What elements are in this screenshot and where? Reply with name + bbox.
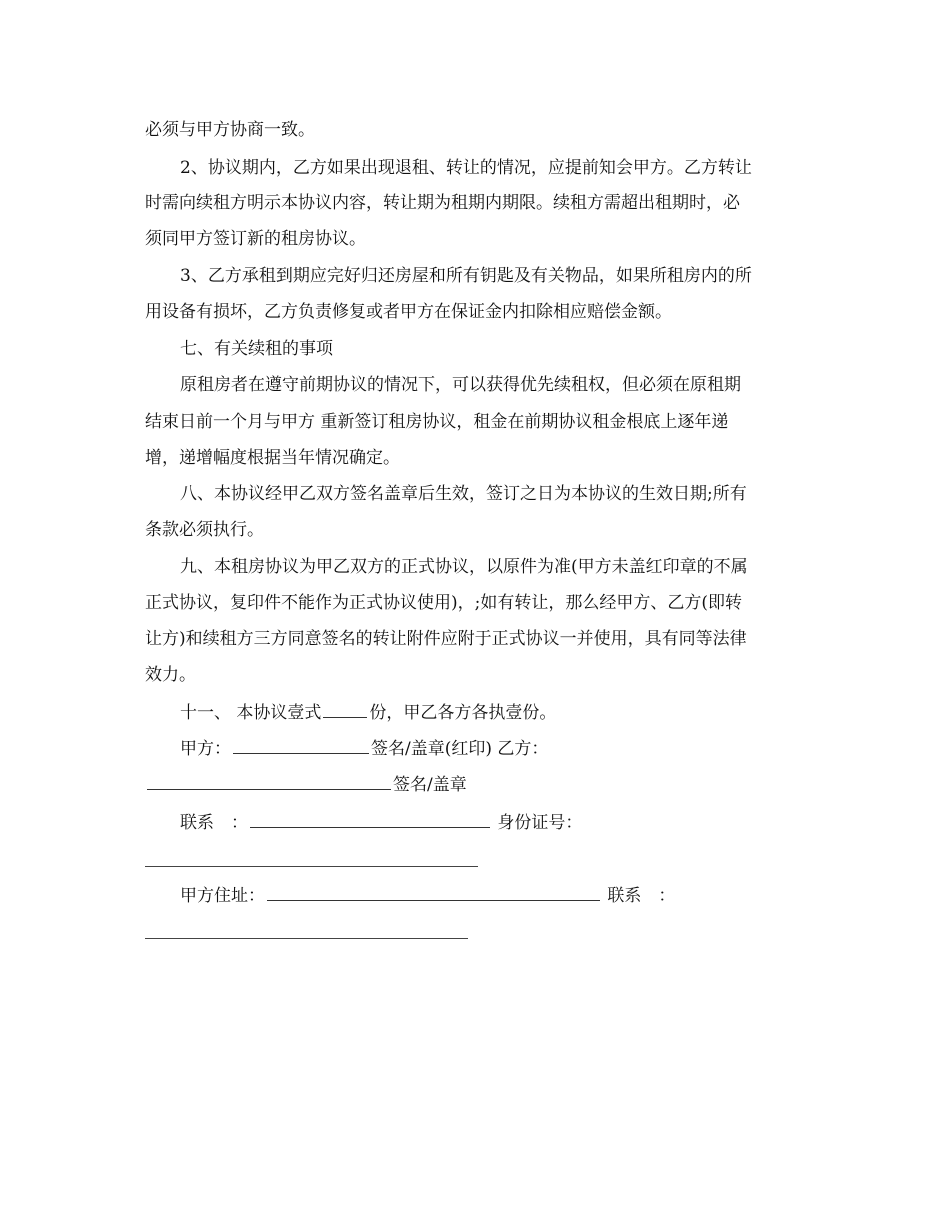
address-contact-blank	[145, 938, 468, 939]
paragraph-line: 必须与甲方协商一致。	[145, 120, 315, 140]
copies-blank	[323, 701, 367, 718]
signature-row-b	[145, 773, 815, 797]
address-blank	[267, 884, 600, 901]
paragraph-line: 条款必须执行。	[145, 520, 264, 540]
paragraph-line: 结束日前一个月与甲方 重新签订租房协议，租金在前期协议租金根底上逐年递	[145, 412, 729, 432]
id-number-label: 身份证号：	[497, 813, 583, 833]
party-b-label: 乙方：	[497, 739, 549, 759]
address-contact-label: 联系 ：	[607, 886, 676, 906]
paragraph-line: 正式协议，复印件不能作为正式协议使用)，;如有转让，那么经甲方、乙方(即转	[145, 593, 742, 613]
party-a-signature-blank	[233, 737, 369, 754]
paragraph-line: 时需向续租方明示本协议内容，转让期为租期内期限。续租方需超出租期时，必	[145, 193, 740, 213]
address-row	[180, 884, 850, 908]
contact-blank	[250, 811, 490, 828]
paragraph-line: 效力。	[145, 665, 196, 685]
party-a-sign-text: 签名/盖章(红印)	[371, 739, 492, 759]
clause-eleven-prefix: 十一、 本协议壹式	[180, 703, 322, 723]
paragraph-line: 3、乙方承租到期应完好归还房屋和所有钥匙及有关物品，如果所租房内的所	[180, 266, 752, 286]
clause-eleven-suffix: 份，甲乙各方各执壹份。	[369, 703, 557, 723]
party-b-signature-blank	[147, 773, 391, 790]
paragraph-line: 用设备有损坏，乙方负责修复或者甲方在保证金内扣除相应赔偿金额。	[145, 302, 672, 322]
paragraph-line: 须同甲方签订新的租房协议。	[145, 229, 366, 249]
paragraph-line: 2、协议期内，乙方如果出现退租、转让的情况，应提前知会甲方。乙方转让	[180, 158, 752, 178]
id-number-blank	[145, 866, 478, 867]
party-b-sign-text: 签名/盖章	[393, 775, 467, 795]
paragraph-line: 让方)和续租方三方同意签名的转让附件应附于正式协议一并使用，具有同等法律	[145, 629, 747, 649]
paragraph-line: 原租房者在遵守前期协议的情况下，可以获得优先续租权，但必须在原租期	[180, 375, 741, 395]
contact-row	[180, 811, 850, 835]
address-label: 甲方住址：	[180, 886, 265, 906]
paragraph-line: 八、本协议经甲乙双方签名盖章后生效，签订之日为本协议的生效日期;所有	[180, 484, 747, 504]
paragraph-line: 九、本租房协议为甲乙双方的正式协议，以原件为准(甲方未盖红印章的不属	[180, 557, 748, 577]
contact-label: 联系 ：	[180, 813, 248, 833]
section-heading: 七、有关续租的事项	[180, 339, 333, 359]
paragraph-line: 增，递增幅度根据当年情况确定。	[145, 448, 400, 468]
clause-eleven	[180, 701, 850, 725]
party-a-label: 甲方：	[180, 739, 231, 759]
signature-row-a	[180, 737, 850, 761]
